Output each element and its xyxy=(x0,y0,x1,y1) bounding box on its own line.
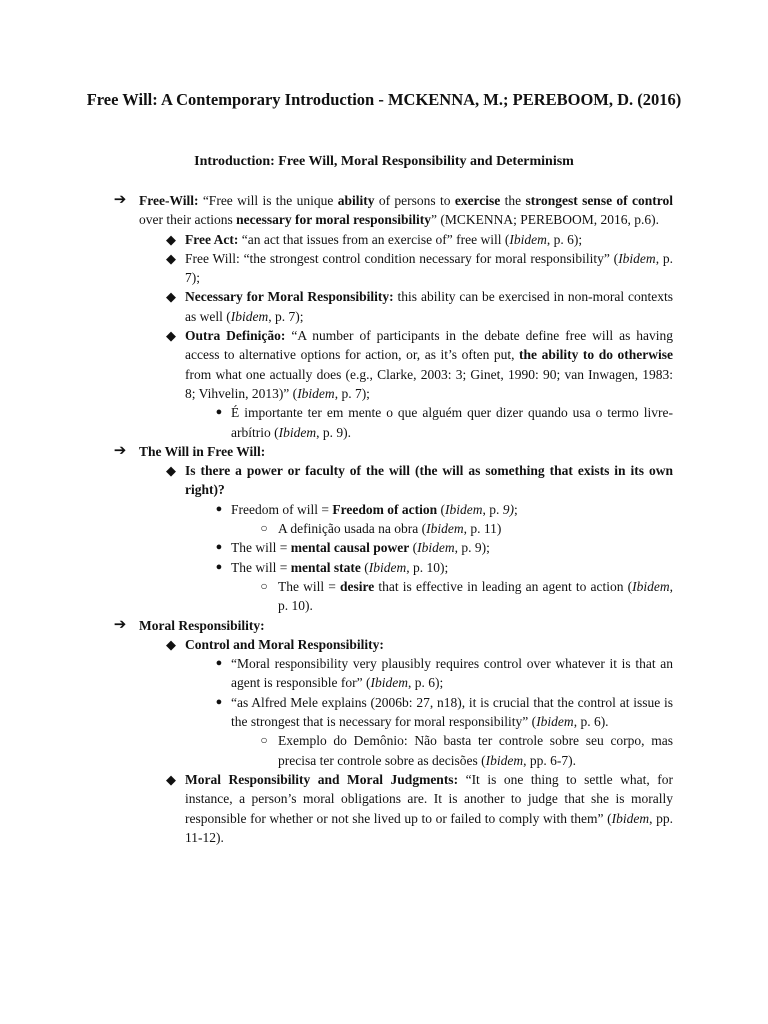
bold-text: desire xyxy=(340,578,375,594)
bullet-icon: ● xyxy=(215,502,223,515)
bold-text: Outra Definição: xyxy=(185,328,286,344)
text-run: this ability can be exercised in non-moral contexts as well ( xyxy=(185,289,673,324)
text-run: É importante ter em mente o que alguém quer dizer quando usa o termo livre-arbítrio ( xyxy=(231,405,673,440)
bold-text: Free-Will: xyxy=(139,193,199,208)
diamond-bullet-icon: ◆ xyxy=(166,636,176,652)
italic-citation: 9) xyxy=(502,501,514,517)
outline-item-level-3 xyxy=(215,500,673,519)
text-run: “an act that issues from an exercise of” free will ( xyxy=(238,231,510,247)
text-run: , p. 7); xyxy=(268,308,304,324)
bullet-icon: ● xyxy=(215,695,223,708)
bold-text: Control and Moral Responsibility: xyxy=(185,636,384,652)
italic-citation: Ibidem xyxy=(297,385,335,401)
outline-item-level-2 xyxy=(166,326,674,403)
text-run: The will = xyxy=(231,540,291,556)
hollow-circle-bullet-icon: ○ xyxy=(260,733,268,748)
text-run: ; xyxy=(513,501,518,517)
text-run: ( xyxy=(360,559,369,575)
italic-citation: Ibidem xyxy=(230,308,269,324)
arrow-icon: ➔ xyxy=(113,442,127,459)
bullet-icon: ● xyxy=(215,406,223,419)
bold-text: strongest sense of control xyxy=(525,193,673,208)
text-run: Freedom of will = xyxy=(231,501,333,517)
outline-item-level-3 xyxy=(215,654,673,693)
bold-text: mental causal power xyxy=(290,540,410,556)
hollow-circle-bullet-icon: ○ xyxy=(260,521,268,536)
text-run: , p. 10). xyxy=(278,578,673,614)
outline-item-level-2 xyxy=(166,635,673,654)
text-run: “as Alfred Mele explains (2006b: 27, n18), it is crucial that the control at issue is the strongest that is necessary for moral responsibility” ( xyxy=(231,694,673,730)
outline-item-level-2 xyxy=(166,230,673,249)
document-title: Free Will: A Contemporary Introduction - MCKENNA, M.; PEREBOOM, D. (2016) xyxy=(86,90,682,109)
text-run: “It is one thing to settle what, for instance, a person’s moral obligations are. It is another to judge that she is morally responsible for whether or not she lived up to or failed to comply with them” ( xyxy=(185,771,673,826)
bold-text: mental state xyxy=(290,559,361,575)
italic-citation: Ibidem xyxy=(426,521,464,537)
bullet-icon: ● xyxy=(215,657,223,670)
bold-text: the ability to do otherwise xyxy=(519,347,673,363)
text-run: , p. xyxy=(482,501,503,517)
diamond-bullet-icon: ◆ xyxy=(166,771,176,787)
bold-text: Free Act: xyxy=(185,231,239,247)
outline-item-level-4 xyxy=(260,577,673,616)
diamond-bullet-icon: ◆ xyxy=(166,231,176,247)
italic-citation: Ibidem xyxy=(368,559,407,575)
text-run: “A number of participants in the debate define free will as having access to alternative options for action, or, as it’s often put, xyxy=(185,328,674,363)
bold-text: Necessary for Moral Responsibility: xyxy=(185,289,394,305)
outline-item-level-1 xyxy=(113,442,673,461)
text-run: The will = xyxy=(278,578,341,594)
outline-item-level-4 xyxy=(260,731,673,770)
outline-item-level-3 xyxy=(215,538,673,557)
hollow-circle-bullet-icon: ○ xyxy=(260,578,268,593)
text-run: , p. 6); xyxy=(546,231,583,247)
bold-text: ability xyxy=(337,193,375,208)
outline-item-level-4 xyxy=(260,519,673,538)
text-run: , p. 7); xyxy=(334,385,370,401)
outline-item-level-2 xyxy=(166,287,673,326)
bold-text: Moral Responsibility: xyxy=(139,617,265,633)
text-run: , p. 6). xyxy=(573,714,609,730)
italic-citation: Ibidem xyxy=(278,424,317,440)
section-heading: Introduction: Free Will, Moral Responsibility and Determinism xyxy=(194,154,574,169)
bullet-icon: ● xyxy=(215,560,223,573)
italic-citation: Ibidem xyxy=(618,250,656,266)
italic-citation: Ibidem xyxy=(485,752,524,768)
text-run: over their actions xyxy=(139,212,237,228)
text-run: , p. 9); xyxy=(454,540,490,556)
text-run: , pp. 11-12). xyxy=(185,810,674,845)
italic-citation: Ibidem xyxy=(417,540,455,556)
outline-item-level-3 xyxy=(215,403,673,442)
text-run: “Moral responsibility very plausibly requires control over whatever it is that an agent is responsible for” ( xyxy=(231,656,673,691)
text-run: , p. 9). xyxy=(316,424,351,440)
bold-text: Moral Responsibility and Moral Judgments: xyxy=(185,771,459,787)
bold-text: Freedom of action xyxy=(332,501,438,517)
text-run: A definição usada na obra ( xyxy=(278,521,427,537)
outline-item-level-3 xyxy=(215,693,673,732)
outline-item-level-2 xyxy=(166,461,673,500)
text-run: ( xyxy=(437,501,445,517)
italic-citation: Ibidem xyxy=(370,675,408,691)
italic-citation: Ibidem xyxy=(536,714,574,730)
bold-text: The Will in Free Will: xyxy=(139,443,266,459)
bold-text: Is there a power or faculty of the will (the will as something that exists in its own right)? xyxy=(185,463,673,498)
bullet-icon: ● xyxy=(215,541,223,554)
text-run: , p. 10); xyxy=(406,559,449,575)
text-run: ( xyxy=(409,540,418,556)
outline-item-level-1 xyxy=(113,616,673,635)
text-run: that is effective in leading an agent to action ( xyxy=(374,578,633,594)
text-run: , p. 7); xyxy=(185,250,673,286)
bold-text: necessary for moral responsibility xyxy=(236,212,431,228)
text-run: , p. 6); xyxy=(407,675,444,691)
text-run: the xyxy=(500,193,526,208)
outline-item-level-2 xyxy=(166,249,673,288)
arrow-icon: ➔ xyxy=(113,192,127,208)
diamond-bullet-icon: ◆ xyxy=(166,250,176,266)
text-run: The will = xyxy=(231,559,291,575)
italic-citation: Ibidem xyxy=(444,501,483,517)
text-run: of persons to xyxy=(374,193,455,208)
text-run: , p. 11) xyxy=(463,521,502,537)
diamond-bullet-icon: ◆ xyxy=(166,328,176,344)
italic-citation: Ibidem xyxy=(509,231,547,247)
diamond-bullet-icon: ◆ xyxy=(166,289,176,305)
outline-item-level-1 xyxy=(113,191,673,230)
text-run: , pp. 6-7). xyxy=(523,752,577,768)
outline-list xyxy=(0,191,768,847)
italic-citation: Ibidem xyxy=(611,810,650,826)
outline-item-level-3 xyxy=(215,558,673,577)
arrow-icon: ➔ xyxy=(113,616,127,633)
text-run: ” (MCKENNA; PEREBOOM, 2016, p.6). xyxy=(430,212,659,228)
text-run: Exemplo do Demônio: Não basta ter controle sobre seu corpo, mas precisa ter controle sobre as decisões ( xyxy=(278,733,673,768)
text-run: from what one actually does (e.g., Clarke, 2003: 3; Ginet, 1990: 90; van Inwagen, 1983: 8; Vihvelin, 2013)” ( xyxy=(185,366,673,401)
text-run: Free Will: “the strongest control condition necessary for moral responsibility” ( xyxy=(185,250,619,266)
text-run: “Free will is the unique xyxy=(198,193,338,208)
outline-item-level-2 xyxy=(166,770,674,847)
bold-text: exercise xyxy=(454,193,501,208)
italic-citation: Ibidem xyxy=(632,578,670,594)
diamond-bullet-icon: ◆ xyxy=(166,463,176,479)
